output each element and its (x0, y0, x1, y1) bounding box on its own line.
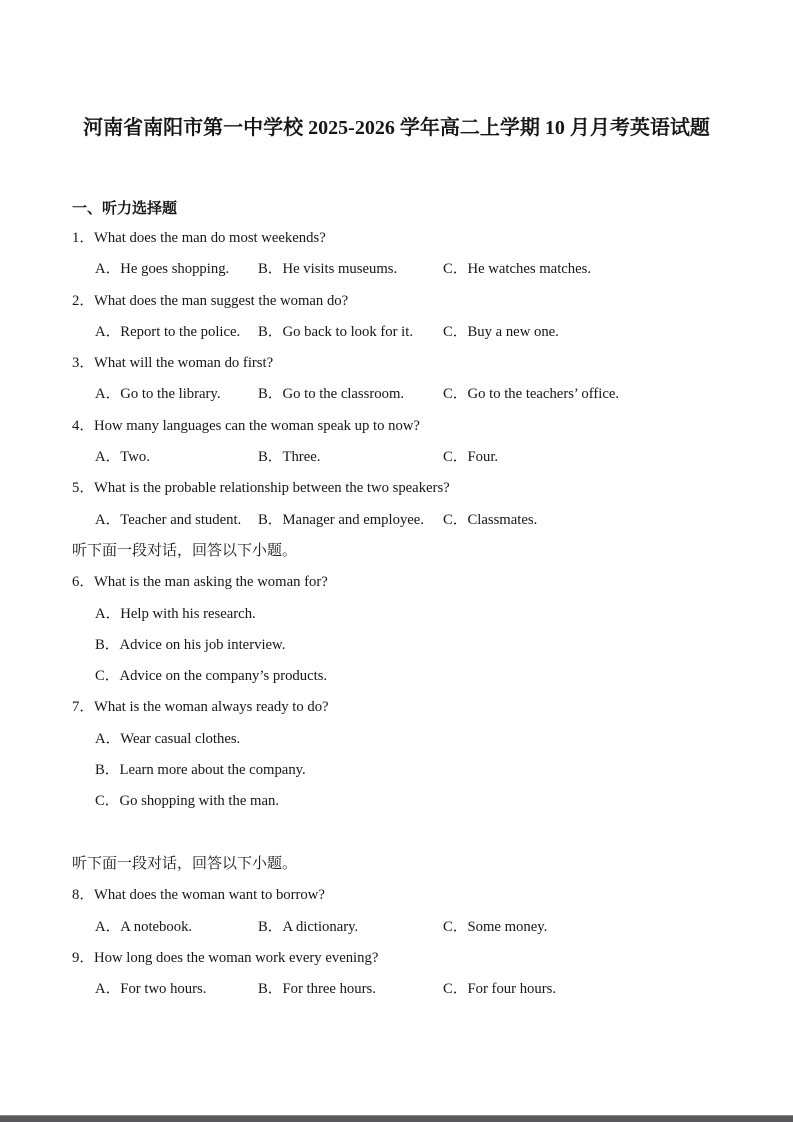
question-5 (72, 473, 757, 536)
question-6-text: What is the man asking the woman for? (94, 574, 328, 591)
option-a-text: Go to the library. (120, 386, 221, 403)
question-3-option-c (443, 379, 619, 410)
question-9-text: How long does the woman work every evening? (94, 949, 379, 966)
question-5-option-b (258, 505, 424, 536)
question-8-options (72, 912, 757, 943)
question-1-options (72, 254, 757, 285)
question-1-text: What does the man do most weekends? (94, 230, 326, 246)
question-6-option-c (72, 661, 757, 692)
option-a-text: Wear casual clothes. (120, 730, 241, 747)
option-b-label: B． (95, 762, 120, 779)
question-1 (72, 223, 757, 286)
option-a-label: A． (95, 323, 121, 340)
question-4 (72, 411, 757, 474)
question-1-option-c (443, 254, 591, 285)
option-a-text: Help with his research. (120, 605, 256, 622)
option-b-text: Advice on his job interview. (119, 636, 286, 653)
question-5-option-c (443, 505, 537, 536)
option-c-text: Advice on the company’s products. (119, 668, 328, 685)
option-a-label: A． (95, 449, 121, 466)
viewer-bottom-edge (0, 1115, 793, 1122)
question-2-number: 2． (72, 292, 95, 309)
option-c-text: Go shopping with the man. (119, 793, 279, 810)
question-4-options (72, 442, 757, 473)
question-4-option-a (95, 442, 150, 473)
question-1-number: 1． (72, 230, 95, 246)
option-b-label: B． (258, 323, 283, 340)
option-b-text: Go back to look for it. (282, 323, 414, 340)
question-7 (72, 692, 757, 817)
question-5-option-a (95, 505, 241, 536)
option-a-label: A． (95, 605, 121, 622)
question-6 (72, 567, 757, 692)
question-3-number: 3． (72, 355, 95, 372)
question-3 (72, 348, 757, 411)
option-b-label: B． (258, 511, 283, 528)
option-c-label: C． (443, 981, 468, 998)
option-c-text: Four. (467, 449, 499, 466)
option-b-label: B． (95, 636, 120, 653)
option-a-label: A． (95, 918, 121, 935)
option-b-text: Three. (282, 449, 321, 466)
option-a-text: Report to the police. (120, 323, 241, 340)
option-b-label: B． (258, 918, 283, 935)
option-c-label: C． (443, 449, 468, 466)
document-title: 河南省南阳市第一中学校 2025-2026 学年高二上学期 10 月月考英语试题 (83, 117, 710, 139)
question-7-option-b (72, 755, 757, 786)
option-c-label: C． (95, 793, 120, 810)
question-5-number: 5． (72, 480, 95, 497)
question-4-option-b (258, 442, 320, 473)
question-2-options (72, 317, 757, 348)
question-list (0, 223, 793, 1005)
option-b-text: He visits museums. (282, 261, 398, 278)
question-1-option-a (95, 254, 229, 285)
question-6-number: 6． (72, 574, 95, 591)
question-9-option-a (95, 974, 206, 1005)
option-c-text: For four hours. (467, 981, 557, 998)
option-c-text: He watches matches. (467, 261, 592, 278)
option-a-label: A． (95, 511, 121, 528)
question-7-option-a (72, 724, 757, 755)
question-6-option-a (72, 599, 757, 630)
question-2-option-c (443, 317, 559, 348)
question-9-option-c (443, 974, 556, 1005)
blank-line (72, 818, 757, 849)
option-c-text: Go to the teachers’ office. (467, 386, 620, 403)
question-5-text: What is the probable relationship between the two speakers? (94, 480, 450, 497)
dialog-note-1: 听下面一段对话，回答以下小题。 (72, 542, 298, 559)
option-b-text: For three hours. (282, 981, 376, 998)
question-9-number: 9． (72, 949, 95, 966)
option-a-label: A． (95, 730, 121, 747)
question-3-text: What will the woman do first? (94, 355, 274, 372)
option-b-text: A dictionary. (282, 918, 359, 935)
option-a-text: A notebook. (120, 918, 193, 935)
option-c-label: C． (95, 668, 120, 685)
question-2-text: What does the man suggest the woman do? (94, 292, 349, 309)
option-b-text: Go to the classroom. (282, 386, 405, 403)
question-4-option-c (443, 442, 498, 473)
question-7-option-c (72, 786, 757, 817)
option-b-text: Manager and employee. (282, 511, 424, 528)
question-8-number: 8． (72, 887, 95, 904)
option-a-text: He goes shopping. (120, 261, 230, 278)
option-a-label: A． (95, 981, 121, 998)
question-8-option-a (95, 912, 192, 943)
question-4-number: 4． (72, 417, 95, 434)
option-c-label: C． (443, 261, 468, 278)
question-5-options (72, 505, 757, 536)
question-9 (72, 943, 757, 1006)
option-c-label: C． (443, 918, 468, 935)
option-a-text: Teacher and student. (120, 511, 242, 528)
question-7-text: What is the woman always ready to do? (94, 699, 329, 716)
option-a-text: For two hours. (120, 981, 207, 998)
section-heading: 一、听力选择题 (72, 201, 178, 217)
question-3-option-a (95, 379, 221, 410)
option-a-label: A． (95, 386, 121, 403)
question-7-number: 7． (72, 699, 95, 716)
option-b-text: Learn more about the company. (119, 762, 306, 779)
option-c-label: C． (443, 323, 468, 340)
question-3-options (72, 379, 757, 410)
question-2-option-a (95, 317, 240, 348)
question-9-option-b (258, 974, 376, 1005)
option-c-text: Classmates. (467, 511, 538, 528)
option-b-label: B． (258, 386, 283, 403)
question-8-option-c (443, 912, 547, 943)
option-a-label: A． (95, 261, 121, 278)
option-c-text: Some money. (467, 918, 548, 935)
option-a-text: Two. (120, 449, 150, 466)
option-c-label: C． (443, 386, 468, 403)
option-b-label: B． (258, 261, 283, 278)
question-9-options (72, 974, 757, 1005)
question-8-option-b (258, 912, 358, 943)
option-b-label: B． (258, 449, 283, 466)
question-6-option-b (72, 630, 757, 661)
option-b-label: B． (258, 981, 283, 998)
option-c-text: Buy a new one. (467, 323, 559, 340)
question-2 (72, 286, 757, 349)
option-c-label: C． (443, 511, 468, 528)
question-8 (72, 880, 757, 943)
question-1-option-b (258, 254, 397, 285)
dialog-note-2: 听下面一段对话，回答以下小题。 (72, 855, 298, 872)
question-3-option-b (258, 379, 404, 410)
question-8-text: What does the woman want to borrow? (94, 887, 325, 904)
question-2-option-b (258, 317, 413, 348)
question-4-text: How many languages can the woman speak up to now? (94, 417, 420, 434)
